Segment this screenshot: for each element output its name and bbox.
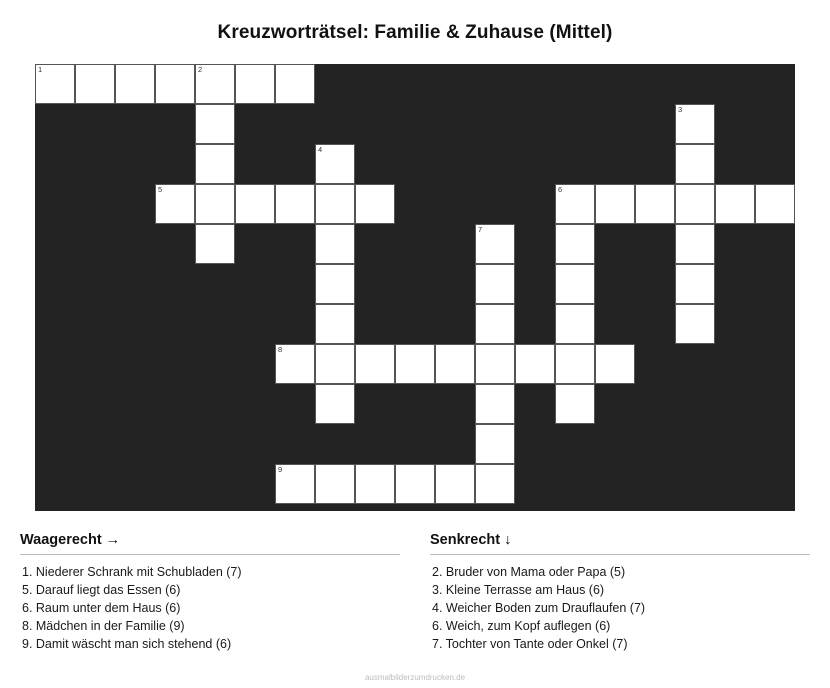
grid-cell[interactable]: [275, 464, 315, 504]
grid-cell[interactable]: [675, 184, 715, 224]
grid-cell[interactable]: [195, 224, 235, 264]
grid-cell[interactable]: [395, 464, 435, 504]
grid-cell[interactable]: [315, 144, 355, 184]
clue-item-down: 2. Bruder von Mama oder Papa (5): [432, 565, 626, 579]
grid-cell[interactable]: [195, 144, 235, 184]
grid-cell-number: 9: [278, 465, 283, 474]
grid-cell[interactable]: [555, 264, 595, 304]
grid-cell[interactable]: [275, 344, 315, 384]
grid-cell[interactable]: [355, 464, 395, 504]
grid-cell[interactable]: [355, 184, 395, 224]
grid-cell[interactable]: [155, 64, 195, 104]
grid-cell[interactable]: [475, 464, 515, 504]
grid-cell[interactable]: [475, 304, 515, 344]
clues-across: [20, 532, 400, 653]
grid-cell[interactable]: [115, 64, 155, 104]
clues-down-list: [430, 563, 810, 653]
grid-cell[interactable]: [315, 344, 355, 384]
grid-cell[interactable]: [635, 184, 675, 224]
grid-cell[interactable]: [235, 64, 275, 104]
grid-cell[interactable]: [675, 224, 715, 264]
grid-cell[interactable]: [395, 344, 435, 384]
grid-cell[interactable]: [75, 64, 115, 104]
clue-item-down: 6. Weich, zum Kopf auflegen (6): [432, 619, 611, 633]
clue-item-across: 9. Damit wäscht man sich stehend (6): [22, 637, 232, 651]
grid-cell[interactable]: [555, 184, 595, 224]
grid-cell[interactable]: [475, 344, 515, 384]
grid-cell[interactable]: [555, 224, 595, 264]
clues-across-list: [20, 563, 400, 653]
grid-cell[interactable]: [475, 224, 515, 264]
footer-watermark: ausmalbilderzumdrucken.de: [364, 673, 466, 682]
grid-cell[interactable]: [515, 344, 555, 384]
grid-cell[interactable]: [195, 104, 235, 144]
grid-cell[interactable]: [275, 64, 315, 104]
grid-cell[interactable]: [675, 144, 715, 184]
grid-cell[interactable]: [715, 184, 755, 224]
grid-cell[interactable]: [595, 184, 635, 224]
page-title: Kreuzworträtsel: Familie & Zuhause (Mittel): [217, 22, 613, 43]
grid-cell-number: 2: [198, 65, 203, 74]
grid-cell[interactable]: [555, 384, 595, 424]
grid-cell[interactable]: [315, 464, 355, 504]
grid-cell[interactable]: [35, 64, 75, 104]
grid-cell-number: 7: [478, 225, 483, 234]
grid-cell-number: 3: [678, 105, 683, 114]
grid-cell[interactable]: [435, 464, 475, 504]
clues-section: [20, 532, 810, 653]
grid-cell[interactable]: [195, 64, 235, 104]
grid-cell[interactable]: [315, 264, 355, 304]
grid-cell[interactable]: [315, 224, 355, 264]
clue-item-down: 7. Tochter von Tante oder Onkel (7): [432, 637, 628, 651]
grid-cell[interactable]: [155, 184, 195, 224]
grid-cell[interactable]: [315, 184, 355, 224]
clue-item-across: 8. Mädchen in der Familie (9): [22, 619, 185, 633]
grid-cell[interactable]: [475, 424, 515, 464]
grid-cell-number: 8: [278, 345, 283, 354]
clues-down: [430, 532, 810, 653]
grid-cell[interactable]: [235, 184, 275, 224]
clue-item-across: 5. Darauf liegt das Essen (6): [22, 583, 181, 597]
grid-cell[interactable]: [475, 384, 515, 424]
grid-cell[interactable]: [675, 104, 715, 144]
clue-item-down: 3. Kleine Terrasse am Haus (6): [432, 583, 605, 597]
clues-down-heading: Senkrecht ↓: [430, 532, 810, 555]
grid-cell[interactable]: [595, 344, 635, 384]
grid-cell[interactable]: [355, 344, 395, 384]
clue-item-across: 1. Niederer Schrank mit Schubladen (7): [22, 565, 242, 579]
grid-cell[interactable]: [275, 184, 315, 224]
grid-cell[interactable]: [195, 184, 235, 224]
clues-across-heading: Waagerecht →: [20, 532, 400, 555]
grid-cell[interactable]: [315, 304, 355, 344]
grid-cell[interactable]: [675, 264, 715, 304]
crossword-grid[interactable]: [35, 64, 795, 511]
grid-cell[interactable]: [475, 264, 515, 304]
grid-cell[interactable]: [555, 344, 595, 384]
grid-cell[interactable]: [755, 184, 795, 224]
grid-cell-number: 4: [318, 145, 323, 154]
grid-cell[interactable]: [555, 304, 595, 344]
grid-cell-number: 6: [558, 185, 563, 194]
grid-cell[interactable]: [675, 304, 715, 344]
grid-cell-number: 5: [158, 185, 163, 194]
grid-cell[interactable]: [315, 384, 355, 424]
grid-cell-number: 1: [38, 65, 43, 74]
grid-cells-container: [35, 64, 795, 511]
clue-item-across: 6. Raum unter dem Haus (6): [22, 601, 181, 615]
grid-cell[interactable]: [435, 344, 475, 384]
clue-item-down: 4. Weicher Boden zum Drauflaufen (7): [432, 601, 646, 615]
